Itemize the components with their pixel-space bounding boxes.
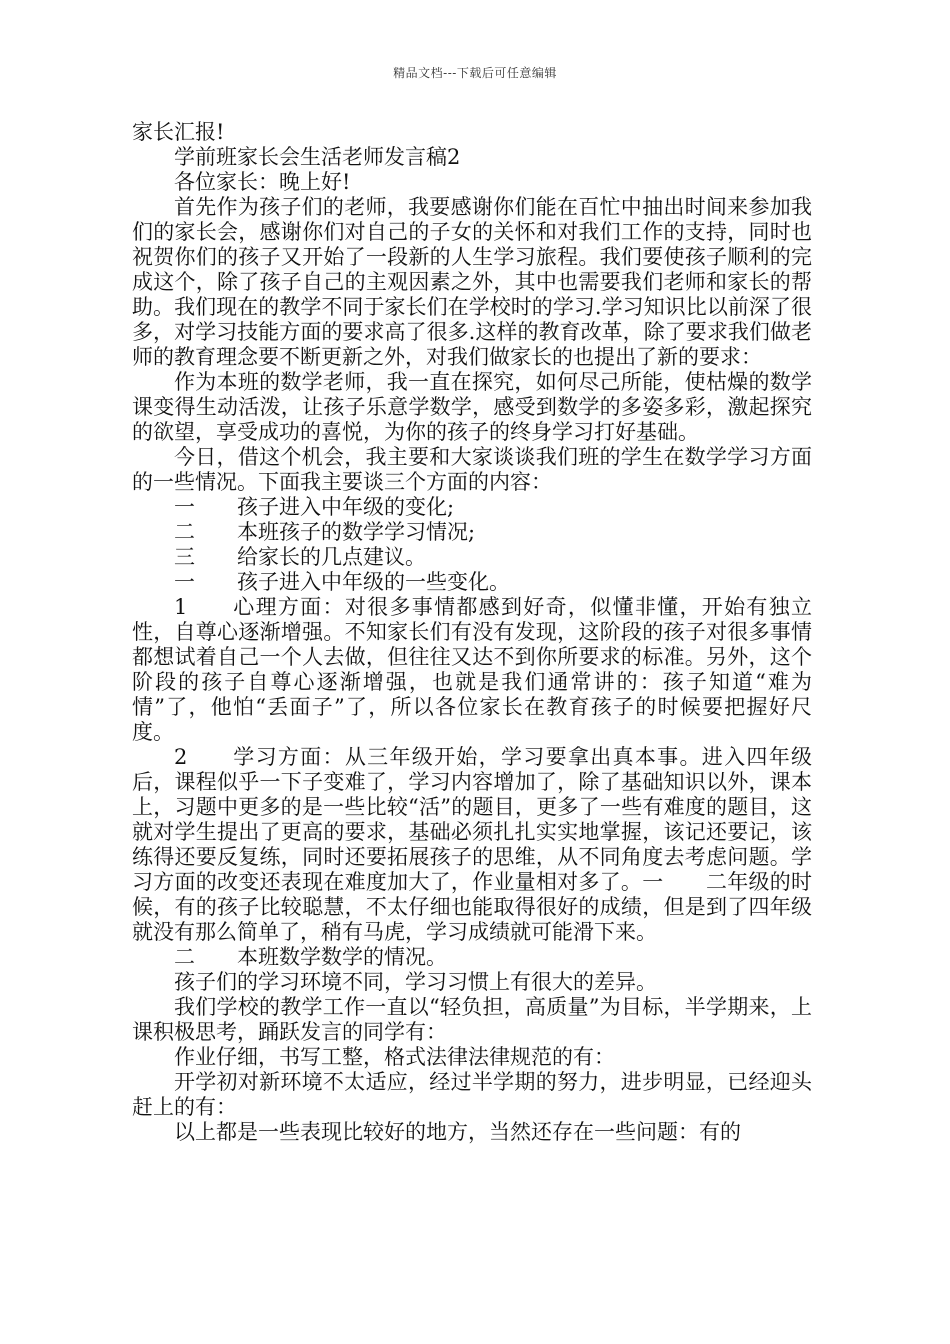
section-heading: 一 孩子进入中年级的一些变化。 <box>174 570 510 594</box>
page-header: 精品文档---下载后可任意编辑 <box>393 66 557 80</box>
outline-item: 一 孩子进入中年级的变化; <box>174 495 455 519</box>
outline-item: 三 给家长的几点建议。 <box>174 545 426 569</box>
paragraph-closing-line: 家长汇报! <box>132 120 225 144</box>
document-title: 学前班家长会生活老师发言稿2 <box>174 145 461 169</box>
section-heading: 二 本班数学数学的情况。 <box>174 945 447 969</box>
document-body <box>132 120 812 1145</box>
paragraph: 今日，借这个机会，我主要和大家谈谈我们班的学生在数学学习方面的一些情况。下面我主要谈三个方面的内容： <box>132 445 812 494</box>
paragraph: 我们学校的教学工作一直以“轻负担，高质量”为目标，半学期来，上课积极思考，踊跃发言的同学有： <box>132 995 812 1044</box>
paragraph: 2 学习方面：从三年级开始，学习要拿出真本事。进入四年级后，课程似乎一下子变难了，学习内容增加了，除了基础知识以外，课本上，习题中更多的是一些比较“活”的题目，更多了一些有难度的题目，这就对学生提出了更高的要求，基础必须扎扎实实地掌握，该记还要记，该练得还要反复练，同时还要拓展孩子的思维，从不同角度去考虑问题。学习方面的改变还表现在难度加大了，作业量相对多了。一 二年级的时候，有的孩子比较聪慧，不太仔细也能取得很好的成绩，但是到了四年级就没有那么简单了，稍有马虎，学习成绩就可能滑下来。 <box>132 745 812 944</box>
paragraph: 以上都是一些表现比较好的地方，当然还存在一些问题：有的 <box>174 1120 741 1144</box>
paragraph: 作业仔细，书写工整，格式法律法律规范的有： <box>174 1045 615 1069</box>
greeting: 各位家长：晚上好! <box>174 170 351 194</box>
paragraph: 1 心理方面：对很多事情都感到好奇，似懂非懂，开始有独立性，自尊心逐渐增强。不知家长们有没有发现，这阶段的孩子对很多事情都想试着自己一个人去做，但往往又达不到你所要求的标准。另外，这个阶段的孩子自尊心逐渐增强，也就是我们通常讲的：孩子知道“难为情”了，他怕“丢面子”了，所以各位家长在教育孩子的时候要把握好尺度。 <box>132 595 812 744</box>
outline-item: 二 本班孩子的数学学习情况; <box>174 520 476 544</box>
paragraph: 作为本班的数学老师，我一直在探究，如何尽己所能，使枯燥的数学课变得生动活泼，让孩子乐意学数学，感受到数学的多姿多彩，激起探究的欲望，享受成功的喜悦，为你的孩子的终身学习打好基础。 <box>132 370 812 444</box>
paragraph: 孩子们的学习环境不同，学习习惯上有很大的差异。 <box>174 970 657 994</box>
paragraph: 开学初对新环境不太适应，经过半学期的努力，进步明显，已经迎头赶上的有： <box>132 1070 812 1119</box>
paragraph: 首先作为孩子们的老师，我要感谢你们能在百忙中抽出时间来参加我们的家长会，感谢你们对自己的子女的关怀和对我们工作的支持，同时也祝贺你们的孩子又开始了一段新的人生学习旅程。我们要使孩子顺利的完成这个，除了孩子自己的主观因素之外，其中也需要我们老师和家长的帮助。我们现在的教学不同于家长们在学校时的学习.学习知识比以前深了很多，对学习技能方面的要求高了很多.这样的教育改革，除了要求我们做老师的教育理念要不断更新之外，对我们做家长的也提出了新的要求： <box>132 195 812 369</box>
